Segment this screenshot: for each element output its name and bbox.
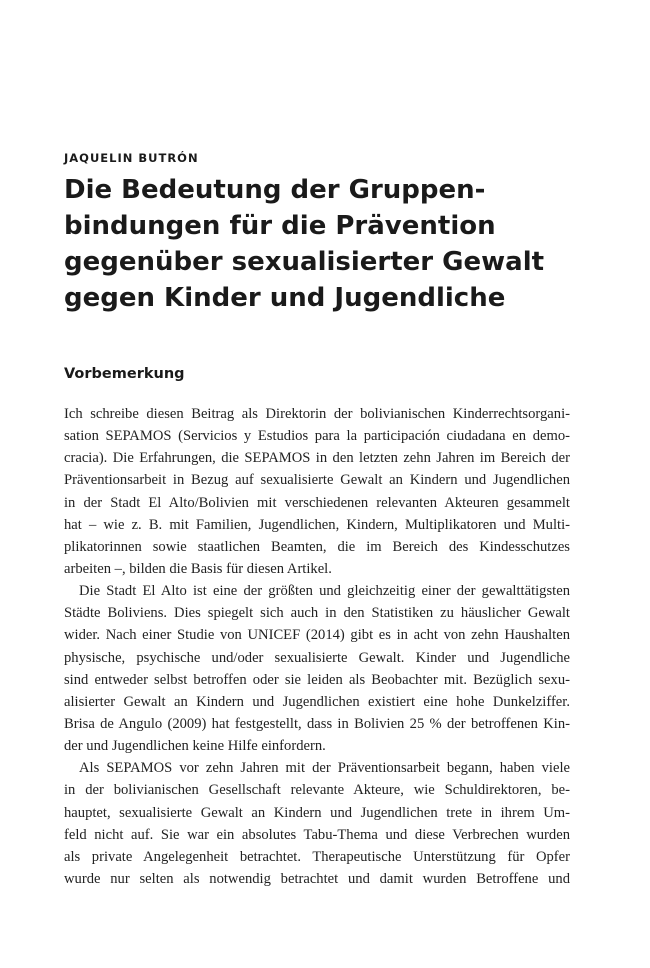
section-heading: Vorbemerkung bbox=[64, 366, 185, 382]
text-line: hauptet, sexualisierte Gewalt an Kindern und Jugendlichen trete in ihrem Um- bbox=[64, 804, 570, 821]
text-line: als private Angelegenheit betrachtet. Therapeutische Unterstützung für Opfer bbox=[64, 848, 570, 865]
text-line: Städte Boliviens. Dies spiegelt sich auch in den Statistiken zu häuslicher Gewalt bbox=[64, 605, 570, 622]
text-line: Als SEPAMOS vor zehn Jahren mit der Präventionsarbeit begann, haben viele bbox=[79, 760, 570, 777]
text-line: feld nicht auf. Sie war ein absolutes Tabu-Thema und diese Verbrechen wurden bbox=[64, 826, 570, 843]
text-line: in der Stadt El Alto/Bolivien mit verschiedenen relevanten Akteuren gesammelt bbox=[64, 494, 570, 511]
title-line: Die Bedeutung der Gruppen- bbox=[64, 175, 486, 205]
text-line: hat – wie z. B. mit Familien, Jugendlichen, Kindern, Multiplikatoren und Multi- bbox=[64, 516, 570, 533]
text-line: Die Stadt El Alto ist eine der größten und gleichzeitig einer der gewalttätigsten bbox=[79, 583, 570, 600]
text-line: sation SEPAMOS (Servicios y Estudios para la participación ciudadana en demo- bbox=[64, 428, 570, 445]
text-line: Präventionsarbeit in Bezug auf sexualisierte Gewalt an Kindern und Jugendlichen bbox=[64, 472, 570, 489]
text-line: arbeiten –, bilden die Basis für diesen Artikel. bbox=[64, 560, 332, 577]
text-line: der und Jugendlichen keine Hilfe einfordern. bbox=[64, 738, 326, 755]
text-line: plikatorinnen sowie staatlichen Beamten, die im Bereich des Kindesschutzes bbox=[64, 538, 570, 555]
text-line: wider. Nach einer Studie von UNICEF (2014) gibt es in acht von zehn Haushalten bbox=[64, 627, 570, 644]
title-line: gegenüber sexualisierter Gewalt bbox=[64, 247, 545, 277]
text-line: cracia). Die Erfahrungen, die SEPAMOS in den letzten zehn Jahren im Bereich der bbox=[64, 450, 570, 467]
title-line: gegen Kinder und Jugendliche bbox=[64, 283, 506, 313]
text-line: alisierter Gewalt an Kindern und Jugendlichen existiert eine hohe Dunkelziffer. bbox=[64, 693, 570, 710]
author-name: JAQUELIN BUTRÓN bbox=[64, 151, 199, 165]
body-text bbox=[64, 403, 570, 890]
document-page bbox=[64, 0, 570, 968]
article-title bbox=[64, 172, 570, 316]
text-line: Ich schreibe diesen Beitrag als Direktorin der bolivianischen Kinderrechtsorgani- bbox=[64, 406, 570, 422]
text-line: Brisa de Angulo (2009) hat festgestellt, dass in Bolivien 25 % der betroffenen Kin- bbox=[64, 715, 570, 732]
text-line: in der bolivianischen Gesellschaft relevante Akteure, wie Schuldirektoren, be- bbox=[64, 782, 570, 799]
text-line: wurde nur selten als notwendig betrachtet und damit wurden Betroffene und bbox=[64, 870, 570, 887]
text-line: sind entweder selbst betroffen oder sie leiden als Beobachter mit. Bezüglich sexu- bbox=[64, 671, 570, 688]
text-line: physische, psychische und/oder sexualisierte Gewalt. Kinder und Jugendliche bbox=[64, 649, 570, 666]
title-line: bindungen für die Prävention bbox=[64, 211, 496, 241]
